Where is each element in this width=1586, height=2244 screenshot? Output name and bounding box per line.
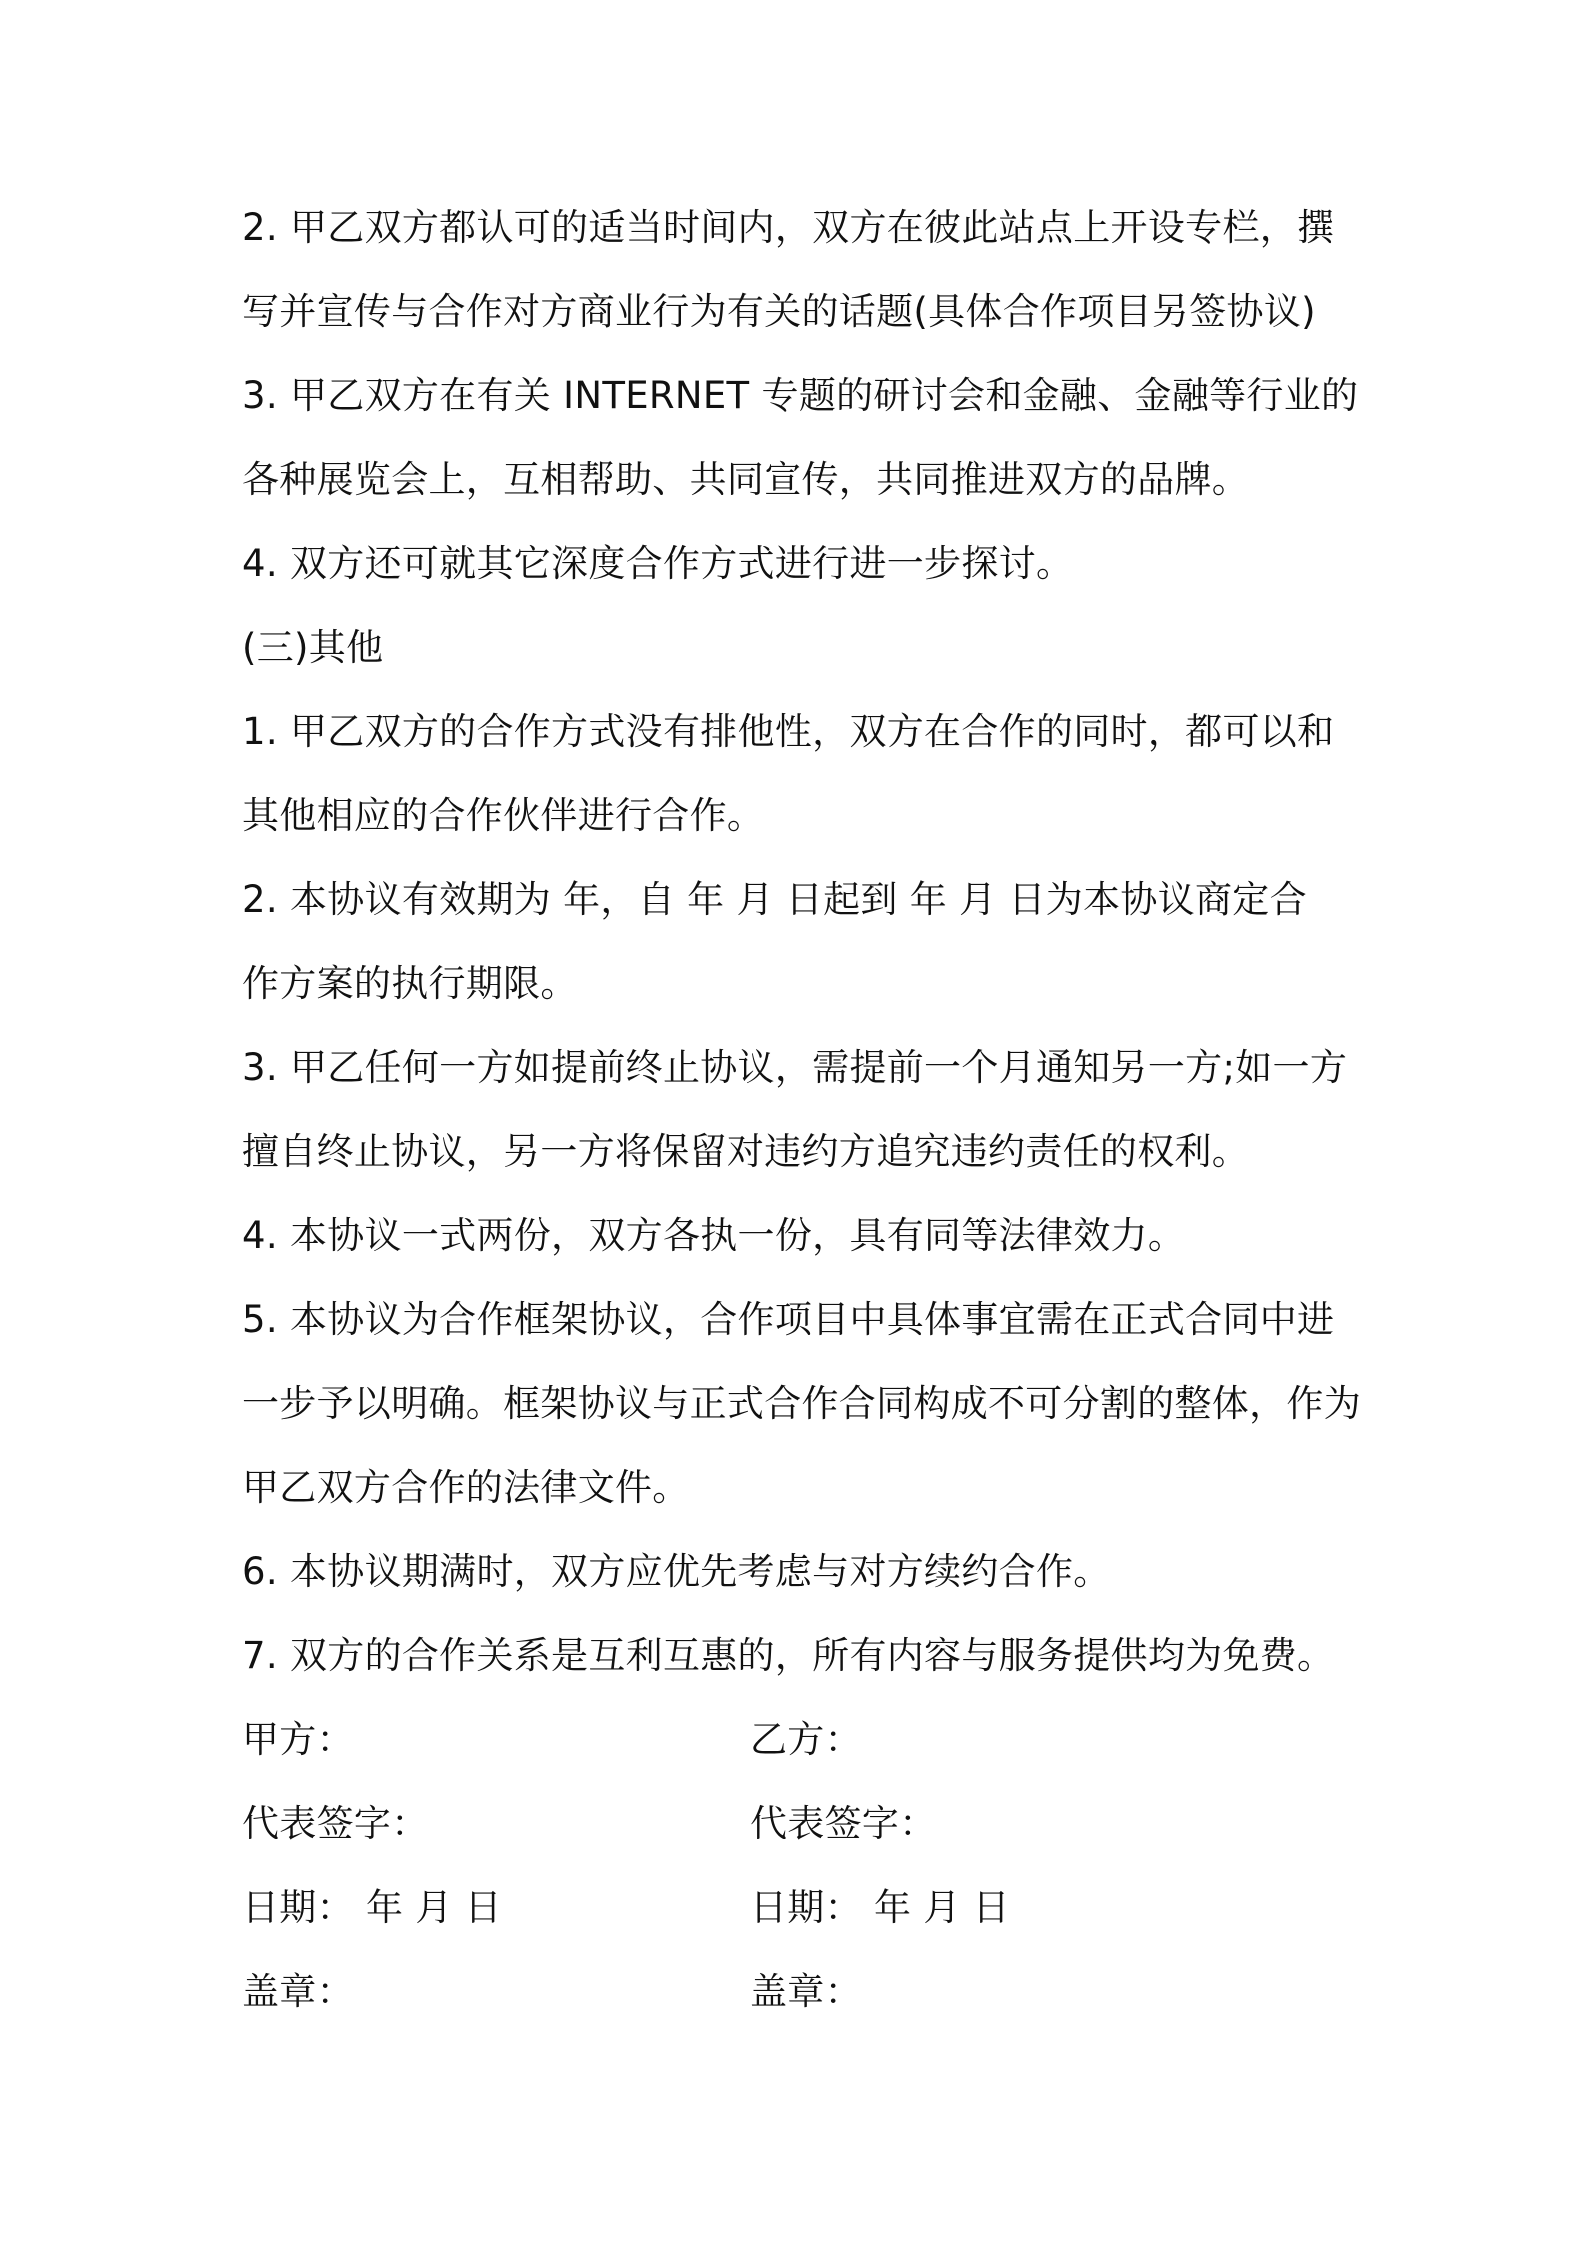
party-b-date-label: 日期： 年 月 日 bbox=[750, 1886, 1010, 1929]
text-line: 3. 甲乙任何一方如提前终止协议，需提前一个月通知另一方;如一方 bbox=[242, 1046, 1348, 1089]
text-line: 4. 双方还可就其它深度合作方式进行进一步探讨。 bbox=[242, 542, 1074, 585]
text-line: 甲乙双方合作的法律文件。 bbox=[242, 1466, 690, 1509]
party-b-signature-label: 代表签字： bbox=[750, 1802, 937, 1845]
party-a-date-label: 日期： 年 月 日 bbox=[242, 1886, 502, 1929]
text-line: 4. 本协议一式两份，双方各执一份，具有同等法律效力。 bbox=[242, 1214, 1186, 1257]
text-line: 7. 双方的合作关系是互利互惠的，所有内容与服务提供均为免费。 bbox=[242, 1634, 1335, 1677]
section-heading: (三)其他 bbox=[242, 626, 384, 669]
text-line: 3. 甲乙双方在有关 INTERNET 专题的研讨会和金融、金融等行业的 bbox=[242, 374, 1359, 417]
text-line: 其他相应的合作伙伴进行合作。 bbox=[242, 794, 765, 837]
text-line: 1. 甲乙双方的合作方式没有排他性，双方在合作的同时，都可以和 bbox=[242, 710, 1335, 753]
party-a-label: 甲方： bbox=[242, 1718, 354, 1761]
text-line: 2. 甲乙双方都认可的适当时间内，双方在彼此站点上开设专栏，撰 bbox=[242, 206, 1335, 249]
text-line: 5. 本协议为合作框架协议，合作项目中具体事宜需在正式合同中进 bbox=[242, 1298, 1335, 1341]
text-line: 2. 本协议有效期为 年，自 年 月 日起到 年 月 日为本协议商定合 bbox=[242, 878, 1307, 921]
party-b-label: 乙方： bbox=[750, 1718, 862, 1761]
text-line: 擅自终止协议，另一方将保留对违约方追究违约责任的权利。 bbox=[242, 1130, 1250, 1173]
text-line: 作方案的执行期限。 bbox=[242, 962, 578, 1005]
text-line: 写并宣传与合作对方商业行为有关的话题(具体合作项目另签协议) bbox=[242, 290, 1316, 333]
text-line: 一步予以明确。框架协议与正式合作合同构成不可分割的整体，作为 bbox=[242, 1382, 1361, 1425]
text-line: 各种展览会上，互相帮助、共同宣传，共同推进双方的品牌。 bbox=[242, 458, 1250, 501]
party-a-seal-label: 盖章： bbox=[242, 1970, 354, 2013]
party-b-seal-label: 盖章： bbox=[750, 1970, 862, 2013]
text-line: 6. 本协议期满时，双方应优先考虑与对方续约合作。 bbox=[242, 1550, 1111, 1593]
party-a-signature-label: 代表签字： bbox=[242, 1802, 429, 1845]
